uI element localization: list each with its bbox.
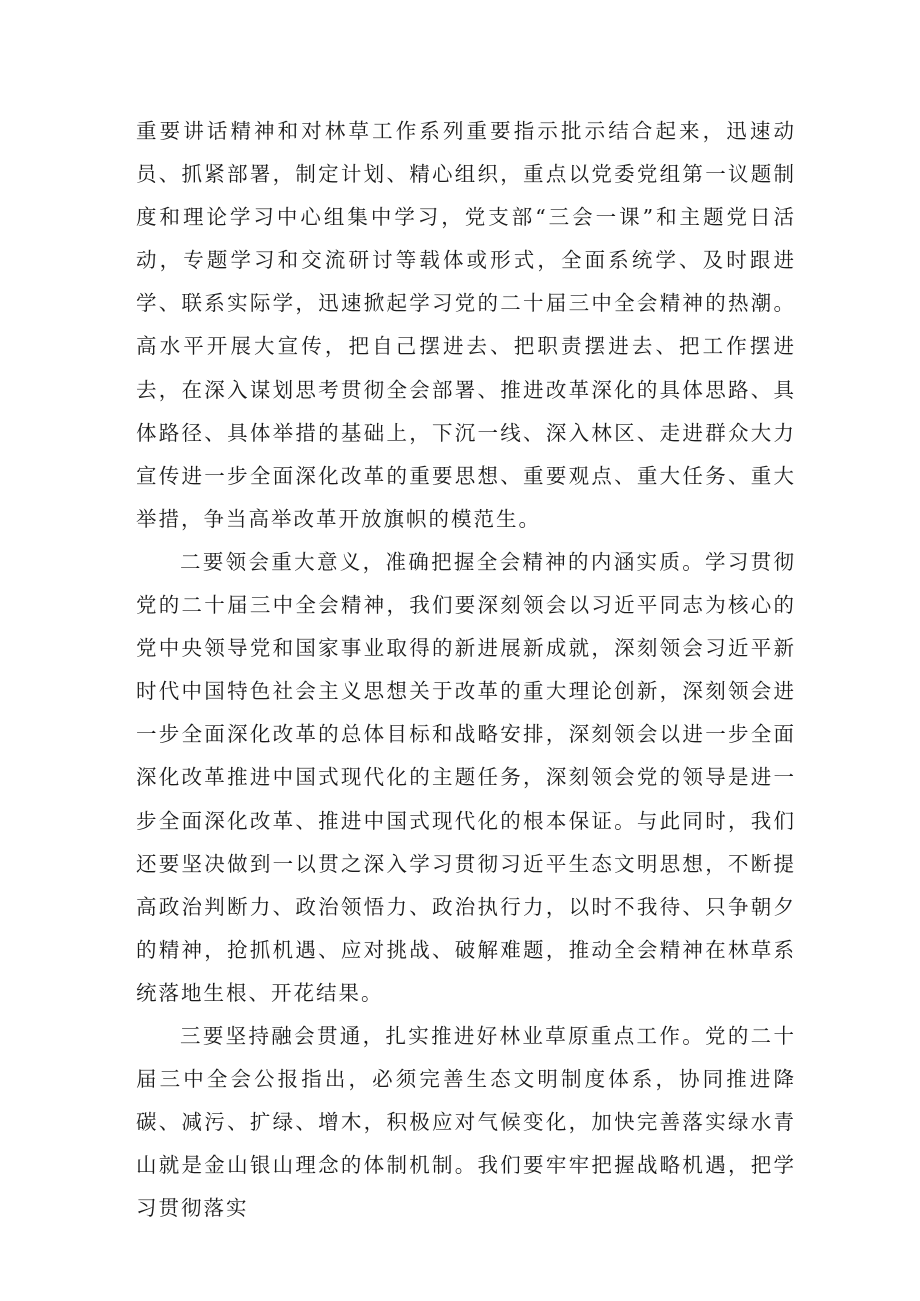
document-body [136, 110, 796, 1230]
paragraph-2: 二要领会重大意义，准确把握全会精神的内涵实质。学习贯彻党的二十届三中全会精神，我们要深刻领会以习近平同志为核心的党中央领导党和国家事业取得的新进展新成就，深刻领会习近平新时代中国特色社会主义思想关于改革的重大理论创新，深刻领会进一步全面深化改革的总体目标和战略安排，深刻领会以进一步全面深化改革推进中国式现代化的主题任务，深刻领会党的领导是进一步全面深化改革、推进中国式现代化的根本保证。与此同时，我们还要坚决做到一以贯之深入学习贯彻习近平生态文明思想，不断提高政治判断力、政治领悟力、政治执行力，以时不我待、只争朝夕的精神，抢抓机遇、应对挑战、破解难题，推动全会精神在林草系统落地生根、开花结果。 [136, 549, 796, 1005]
paragraph-1: 重要讲话精神和对林草工作系列重要指示批示结合起来，迅速动员、抓紧部署，制定计划、精心组织，重点以党委党组第一议题制度和理论学习中心组集中学习，党支部“三会一课”和主题党日活动，专题学习和交流研讨等载体或形式，全面系统学、及时跟进学、联系实际学，迅速掀起学习党的二十届三中全会精神的热潮。高水平开展大宣传，把自己摆进去、把职责摆进去、把工作摆进去，在深入谋划思考贯彻全会部署、推进改革深化的具体思路、具体路径、具体举措的基础上，下沉一线、深入林区、走进群众大力宣传进一步全面深化改革的重要思想、重要观点、重大任务、重大举措，争当高举改革开放旗帜的模范生。 [136, 119, 796, 531]
paragraph-3: 三要坚持融会贯通，扎实推进好林业草原重点工作。党的二十届三中全会公报指出，必须完善生态文明制度体系，协同推进降碳、减污、扩绿、增木，积极应对气候变化，加快完善落实绿水青山就是金山银山理念的体制机制。我们要牢牢把握战略机遇，把学习贯彻落实 [136, 1023, 796, 1221]
